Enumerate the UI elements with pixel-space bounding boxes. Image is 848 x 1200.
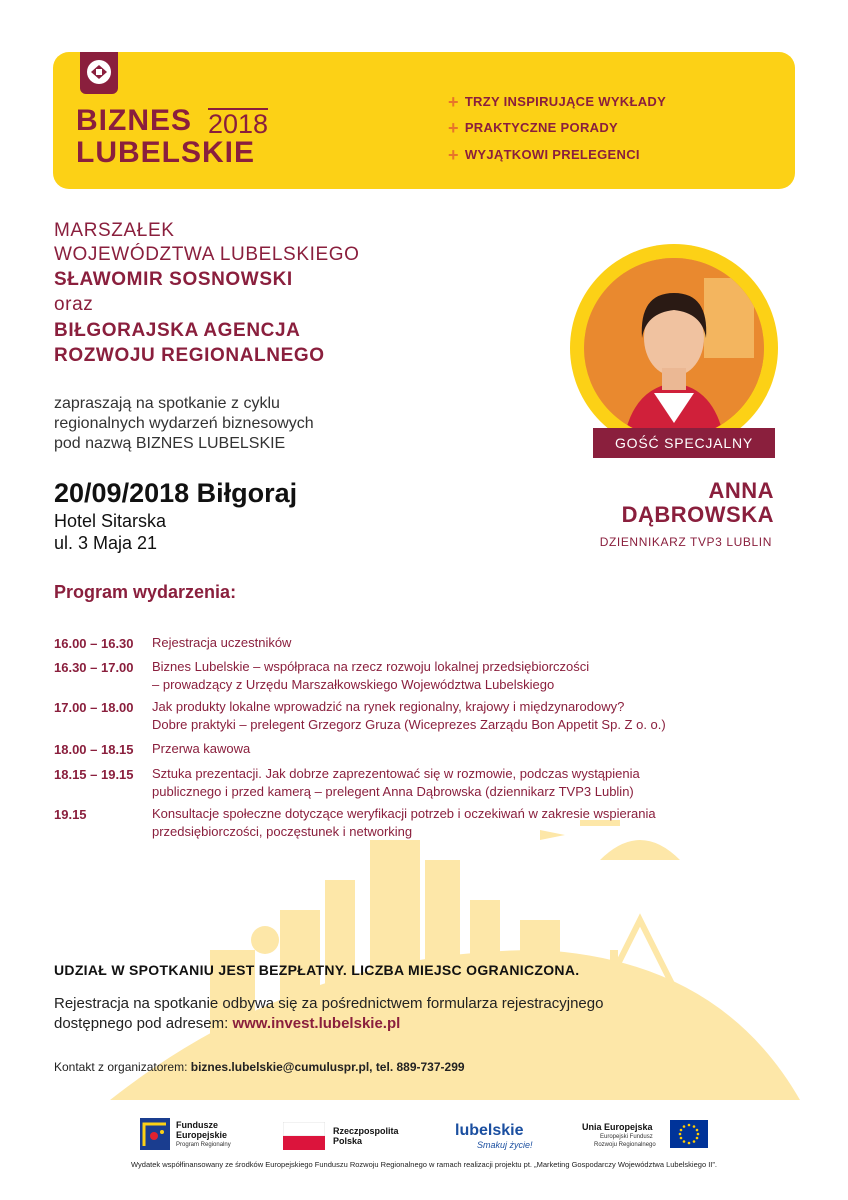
- program-description: Sztuka prezentacji. Jak dobrze zaprezentować się w rozmowie, podczas wystąpienia publicznego i przed kamerą – prelegent Anna Dąbrowska (dziennikarz TVP3 Lublin): [152, 766, 640, 799]
- organizer-title-line: WOJEWÓDZTWA LUBELSKIEGO: [54, 244, 360, 265]
- event-date: 20/09/2018 Biłgoraj: [54, 478, 298, 508]
- contact-details[interactable]: biznes.lubelskie@cumuluspr.pl, tel. 889-737-299: [190, 1060, 465, 1074]
- agency-name-line: ROZWOJU REGIONALNEGO: [54, 345, 325, 366]
- plus-icon: +: [448, 92, 459, 112]
- program-description: Przerwa kawowa: [152, 741, 251, 756]
- invite-text: pod nazwą BIZNES LUBELSKIE: [54, 435, 286, 452]
- fe-name-line2: Europejskie: [176, 1130, 228, 1140]
- event-address: ul. 3 Maja 21: [54, 533, 158, 553]
- guest-last-name: DĄBROWSKA: [621, 502, 774, 527]
- program-description: Jak produkty lokalne wprowadzić na rynek regionalny, krajowy i międzynarodowy? Dobre praktyki – prelegent Grzegorz Gruza (Wiceprezes Zarządu Bon Appetit Sp. Z o. o.): [152, 699, 666, 732]
- agency-name-line: BIŁGORAJSKA AGENCJA: [54, 320, 301, 341]
- cofinancing-footer: Wydatek współfinansowany ze środków Europejskiego Funduszu Rozwoju Regionalnego w ramach realizacji projektu pt. „Marketing Gospodarczy Województwa Lubelskiego II”.: [131, 1160, 717, 1169]
- program-time: 18.15 – 19.15: [54, 767, 134, 782]
- program-time: 19.15: [54, 807, 87, 822]
- program-description: Biznes Lubelskie – współpraca na rzecz rozwoju lokalnej przedsiębiorczości – prowadzący z Urzędu Marszałkowskiego Województwa Lubelskiego: [152, 659, 590, 692]
- contact-info: Kontakt z organizatorem: biznes.lubelskie@cumuluspr.pl, tel. 889-737-299: [54, 1060, 465, 1074]
- plus-icon: +: [448, 118, 459, 138]
- program-description: Rejestracja uczestników: [152, 635, 292, 650]
- invite-text: regionalnych wydarzeń biznesowych: [54, 415, 314, 432]
- fe-name-line1: Fundusze: [176, 1120, 218, 1130]
- program-title: Program wydarzenia:: [54, 582, 237, 602]
- rp-name-line1: Rzeczpospolita: [333, 1126, 399, 1136]
- feature-item: + WYJĄTKOWI PRELEGENCI: [448, 145, 640, 165]
- registration-text: Rejestracja na spotkanie odbywa się za pośrednictwem formularza rejestracyjnego: [54, 995, 604, 1012]
- feature-item: + PRAKTYCZNE PORADY: [448, 118, 618, 138]
- plus-icon: +: [448, 145, 459, 165]
- program-description: Konsultacje społeczne dotyczące weryfikacji potrzeb i oczekiwań w zakresie wspierania przedsiębiorczości, poczęstunek i networking: [152, 806, 656, 839]
- program-time: 17.00 – 18.00: [54, 700, 134, 715]
- registration-text: dostępnego pod adresem: www.invest.lubelskie.pl: [54, 1015, 401, 1032]
- brand-emblem-icon: [87, 60, 111, 84]
- organizer-title-line: MARSZAŁEK: [54, 220, 175, 241]
- organizer-conjunction: oraz: [54, 294, 94, 315]
- program-time: 16.00 – 16.30: [54, 636, 134, 651]
- ue-name: Unia Europejska: [582, 1122, 653, 1132]
- city-skyline-illustration: [0, 800, 848, 1100]
- lubelskie-tagline: Smakuj życie!: [477, 1140, 533, 1150]
- registration-link[interactable]: www.invest.lubelskie.pl: [232, 1015, 401, 1032]
- polish-flag-icon: [283, 1122, 325, 1150]
- program-time: 18.00 – 18.15: [54, 742, 134, 757]
- organizer-name: SŁAWOMIR SOSNOWSKI: [54, 269, 293, 290]
- event-venue: Hotel Sitarska: [54, 511, 167, 531]
- lubelskie-wordmark: lubelskie: [455, 1122, 524, 1139]
- ue-fund-line2: Rozwoju Regionalnego: [594, 1142, 656, 1148]
- special-guest-badge: GOŚĆ SPECJALNY: [593, 428, 775, 458]
- free-participation-notice: UDZIAŁ W SPOTKANIU JEST BEZPŁATNY. LICZBA MIEJSC OGRANICZONA.: [54, 962, 580, 978]
- eu-flag-icon: [670, 1120, 708, 1148]
- feature-item: + TRZY INSPIRUJĄCE WYKŁADY: [448, 92, 667, 112]
- fe-subtitle: Program Regionalny: [176, 1142, 231, 1148]
- guest-photo: [584, 258, 764, 438]
- fe-stars-icon: [140, 1118, 170, 1150]
- brand-name-line1: BIZNES: [76, 104, 193, 137]
- program-time: 16.30 – 17.00: [54, 660, 134, 675]
- guest-role: DZIENNIKARZ TVP3 LUBLIN: [599, 535, 772, 549]
- guest-first-name: ANNA: [708, 478, 774, 503]
- rp-name-line2: Polska: [333, 1136, 363, 1146]
- brand-name-line2: LUBELSKIE: [76, 136, 256, 169]
- brand-year: 2018: [208, 109, 269, 139]
- invite-text: zapraszają na spotkanie z cyklu: [54, 395, 280, 412]
- ue-fund-line1: Europejski Fundusz: [600, 1134, 653, 1140]
